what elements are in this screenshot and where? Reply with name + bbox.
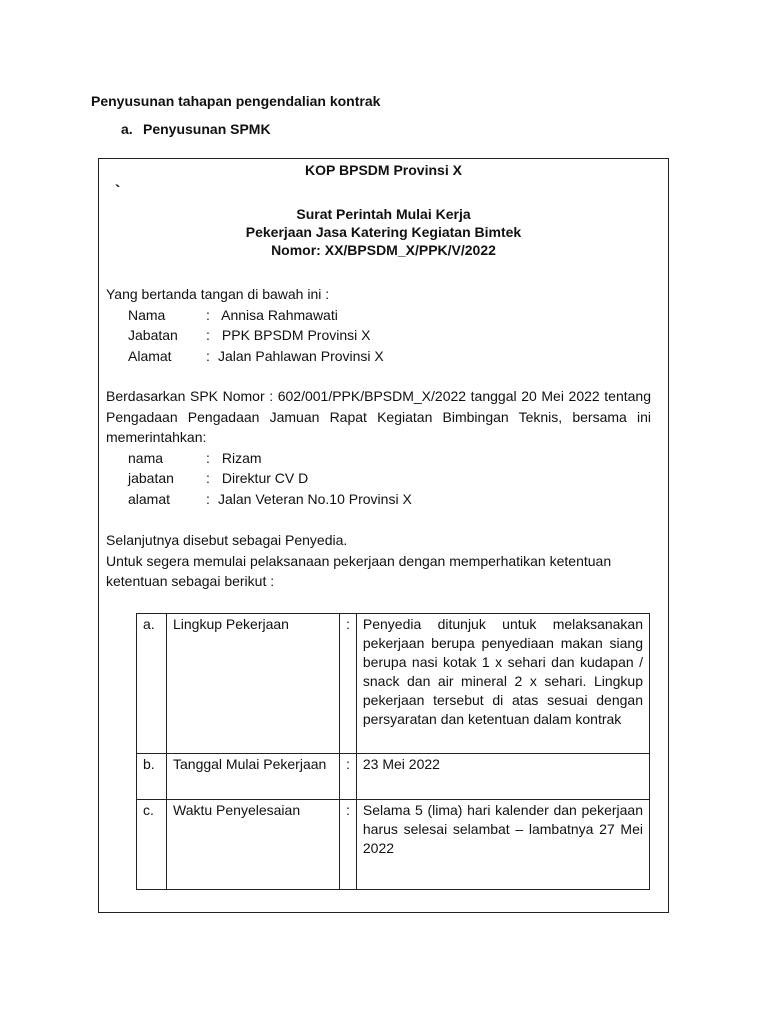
signer-position-row — [106, 325, 651, 346]
signer-address-row — [106, 346, 651, 367]
provider-address-label: alamat — [128, 490, 171, 507]
letterhead-kop: KOP BPSDM Provinsi X — [305, 162, 462, 178]
term-description: Selama 5 (lima) hari kalender dan pekerjaan harus selesai selambat – lambatnya 27 Mei 2022 — [356, 800, 649, 890]
provider-name-sep: : — [206, 449, 210, 466]
signer-section — [106, 284, 651, 366]
letter-title-block — [99, 205, 668, 259]
term-label: Tanggal Mulai Pekerjaan — [167, 754, 340, 800]
stray-tick-mark: ` — [115, 183, 121, 200]
provider-position-label: jabatan — [128, 470, 174, 486]
provider-position-row — [106, 468, 651, 489]
signer-name-row — [106, 305, 651, 326]
signer-position-value: PPK BPSDM Provinsi X — [218, 327, 371, 343]
signer-name-value: Annisa Rahmawati — [218, 306, 338, 323]
table-row — [137, 800, 650, 890]
provider-name-label: nama — [128, 449, 164, 466]
section-heading: Penyusunan tahapan pengendalian kontrak — [91, 93, 381, 109]
basis-section — [106, 386, 651, 509]
term-index: b. — [137, 754, 167, 800]
provider-position-sep: : — [206, 470, 210, 486]
instruction-text: Untuk segera memulai pelaksanaan pekerjaan dengan memperhatikan ketentuan ketentuan sebagai berikut : — [106, 552, 612, 589]
signer-name-sep: : — [206, 306, 210, 323]
signer-position-label: Jabatan — [128, 327, 178, 343]
signer-name-label: Nama — [128, 306, 166, 323]
term-index: c. — [137, 800, 167, 890]
letter-number: Nomor: XX/BPSDM_X/PPK/V/2022 — [271, 242, 496, 258]
provider-address-row — [106, 489, 651, 510]
term-description: Penyedia ditunjuk untuk melaksanakan pekerjaan berupa penyediaan makan siang berupa nasi kotak 1 x sehari dan kudapan / snack dan air mineral 2 x sehari. Lingkup pekerjaan tersebut di atas sesuai dengan persyaratan dan ketentuan dalam kontrak — [356, 614, 649, 754]
term-label: Waktu Penyelesaian — [167, 800, 340, 890]
signer-address-value: Jalan Pahlawan Provinsi X — [218, 347, 384, 364]
term-description: 23 Mei 2022 — [356, 754, 649, 800]
provider-position-value: Direktur CV D — [218, 470, 309, 486]
provider-name-value: Rizam — [218, 449, 262, 466]
letter-box — [98, 158, 669, 913]
term-index: a. — [137, 614, 167, 754]
basis-paragraph: Berdasarkan SPK Nomor : 602/001/PPK/BPSDM_X/2022 tanggal 20 Mei 2022 tentang Pengadaan Pengadaan Jamuan Rapat Kegiatan Bimbingan Teknis, bersama ini memerintahkan: — [106, 388, 651, 445]
provider-name-row — [106, 448, 651, 469]
instruction-section — [106, 530, 651, 592]
term-separator: : — [340, 614, 357, 754]
term-separator: : — [340, 800, 357, 890]
signer-position-sep: : — [206, 327, 210, 343]
provider-address-value: Jalan Veteran No.10 Provinsi X — [218, 490, 412, 507]
signer-address-sep: : — [206, 347, 210, 364]
subsection-marker: a. — [121, 121, 133, 137]
term-separator: : — [340, 754, 357, 800]
table-row — [137, 754, 650, 800]
term-label: Lingkup Pekerjaan — [167, 614, 340, 754]
letter-subject: Pekerjaan Jasa Katering Kegiatan Bimtek — [245, 224, 522, 240]
letter-title: Surat Perintah Mulai Kerja — [296, 206, 471, 222]
subsection-title: Penyusunan SPMK — [143, 121, 271, 137]
subsection-heading — [121, 121, 271, 137]
table-row — [137, 614, 650, 754]
provider-note: Selanjutnya disebut sebagai Penyedia. — [106, 532, 348, 548]
signer-address-label: Alamat — [128, 347, 172, 364]
provider-address-sep: : — [206, 490, 210, 507]
terms-table — [136, 613, 650, 890]
intro-text: Yang bertanda tangan di bawah ini : — [106, 286, 330, 302]
